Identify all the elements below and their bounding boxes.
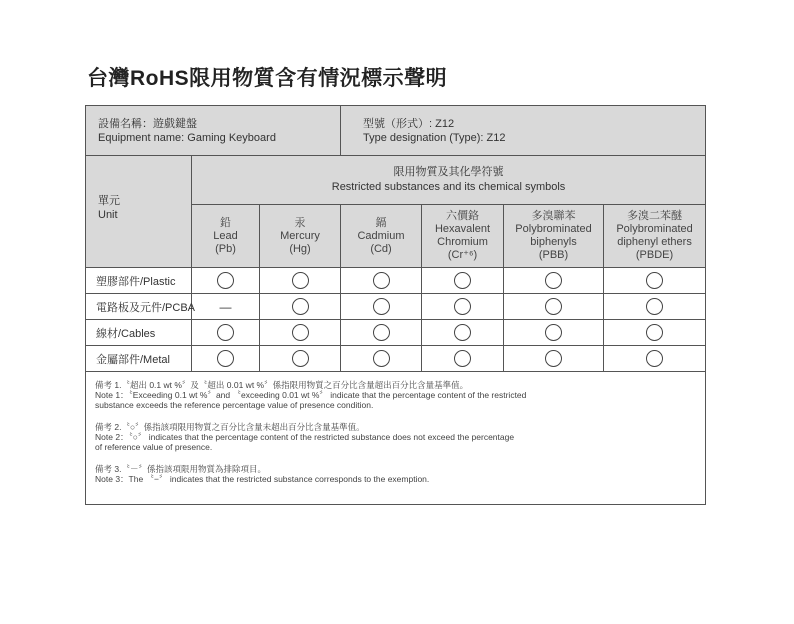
mark-cell <box>192 268 260 294</box>
table-row <box>86 268 706 294</box>
substance-zh: 六價鉻 <box>446 210 480 222</box>
circle-icon <box>373 298 390 315</box>
circle-icon <box>454 272 471 289</box>
substance-symbol: (PBDE) <box>635 249 674 261</box>
note-1-en: Note 1：〝Exceeding 0.1 wt %〞and 〝exceeding 0.01 wt %〞 indicate that the percentage content of the restricted <box>95 390 527 400</box>
substance-symbol: (Cr⁺⁶) <box>447 249 478 261</box>
mark-cell <box>422 346 504 372</box>
notes-section <box>86 372 706 505</box>
substance-en: Lead <box>213 229 238 242</box>
note-3-zh: 備考 3.〝－〞係指該項限用物質為排除項目。 <box>95 464 266 474</box>
table-row <box>86 294 706 320</box>
circle-icon <box>373 350 390 367</box>
mark-cell <box>504 268 604 294</box>
circle-icon <box>454 324 471 341</box>
circle-icon <box>217 350 234 367</box>
circle-icon <box>545 350 562 367</box>
circle-icon <box>373 272 390 289</box>
circle-icon <box>292 298 309 315</box>
substance-header-cadmium <box>341 205 422 268</box>
note-2-en: Note 2：〝○〞 indicates that the percentage content of the restricted substance does not exceed the percentage <box>95 432 515 442</box>
circle-icon <box>545 324 562 341</box>
substance-en: Polybrominated <box>515 223 592 235</box>
circle-icon <box>454 298 471 315</box>
substance-en-2: biphenyls <box>530 236 577 248</box>
note-2-en-cont: of reference value of presence. <box>95 442 213 452</box>
equipment-name-zh: 設備名稱：遊戲鍵盤 <box>98 117 197 130</box>
mark-cell <box>422 294 504 320</box>
circle-icon <box>373 324 390 341</box>
substance-zh: 鎘 <box>375 216 387 229</box>
substance-symbol: (PBB) <box>538 249 569 261</box>
mark-cell <box>341 294 422 320</box>
substance-en-2: diphenyl ethers <box>617 236 692 248</box>
circle-icon <box>545 298 562 315</box>
substance-zh: 鉛 <box>220 216 231 229</box>
mark-cell <box>504 294 604 320</box>
substance-zh: 多溴聯苯 <box>531 210 576 222</box>
table-row <box>86 320 706 346</box>
substance-en-2: Chromium <box>437 236 488 248</box>
circle-icon <box>292 350 309 367</box>
substance-en: Hexavalent <box>434 223 491 235</box>
circle-icon <box>545 272 562 289</box>
substance-en: Polybrominated <box>616 223 693 235</box>
type-designation-zh: 型號（形式）: Z12 <box>363 117 455 130</box>
unit-zh: 單元 <box>98 195 120 207</box>
unit-header <box>86 156 192 268</box>
circle-icon <box>217 272 234 289</box>
substance-header-mercury <box>260 205 341 268</box>
substance-header-hexavalent-chromium <box>422 205 504 268</box>
note-2-zh: 備考 2.〝○〞係指該項限用物質之百分比含量未超出百分比含量基準值。 <box>95 422 365 432</box>
substance-symbol: (Cd) <box>370 242 392 255</box>
circle-icon <box>292 272 309 289</box>
circle-icon <box>217 324 234 341</box>
equipment-name-cell <box>86 106 341 156</box>
mark-cell <box>604 320 706 346</box>
note-3 <box>95 464 697 484</box>
mark-cell <box>422 320 504 346</box>
substance-header-pbde <box>604 205 706 268</box>
dash-mark: — <box>219 299 232 314</box>
table-row <box>86 346 706 372</box>
mark-cell <box>260 268 341 294</box>
mark-cell <box>260 346 341 372</box>
circle-icon <box>454 350 471 367</box>
unit-en: Unit <box>98 209 118 221</box>
mark-cell <box>422 268 504 294</box>
substance-header-lead <box>192 205 260 268</box>
circle-icon <box>292 324 309 341</box>
mark-cell <box>604 294 706 320</box>
restricted-substances-header <box>192 156 706 205</box>
mark-cell <box>504 346 604 372</box>
circle-icon <box>646 350 663 367</box>
substance-symbol: (Pb) <box>215 242 236 255</box>
substance-zh: 汞 <box>294 216 306 229</box>
mark-cell <box>192 320 260 346</box>
type-designation-en: Type designation (Type): Z12 <box>363 131 506 144</box>
circle-icon <box>646 272 663 289</box>
part-name: 塑膠部件/Plastic <box>86 268 192 294</box>
page-title: 台灣RoHS限用物質含有情況標示聲明 <box>87 67 448 90</box>
mark-cell <box>341 320 422 346</box>
mark-cell <box>341 268 422 294</box>
substance-header-pbb <box>504 205 604 268</box>
mark-cell <box>604 346 706 372</box>
restricted-en: Restricted substances and its chemical symbols <box>331 181 566 193</box>
restricted-zh: 限用物質及其化學符號 <box>393 166 504 178</box>
note-2 <box>95 422 697 452</box>
substance-symbol: (Hg) <box>289 242 311 255</box>
part-name: 電路板及元件/PCBA <box>86 294 192 320</box>
mark-cell <box>341 346 422 372</box>
mark-cell <box>192 346 260 372</box>
type-designation-cell <box>341 106 706 156</box>
rohs-table <box>85 105 706 505</box>
mark-cell <box>260 320 341 346</box>
note-3-en: Note 3：The 〝−〞 indicates that the restricted substance corresponds to the exemption. <box>95 474 430 484</box>
mark-cell <box>604 268 706 294</box>
note-1-zh: 備考 1.〝超出 0.1 wt %〞及〝超出 0.01 wt %〞係指限用物質之百分比含量超出百分比含量基準值。 <box>95 380 469 390</box>
circle-icon <box>646 298 663 315</box>
note-1 <box>95 380 697 410</box>
equipment-name-en: Equipment name: Gaming Keyboard <box>98 131 276 144</box>
part-name: 線材/Cables <box>86 320 192 346</box>
substance-en: Mercury <box>280 229 320 242</box>
mark-cell <box>260 294 341 320</box>
mark-cell <box>504 320 604 346</box>
mark-cell <box>192 294 260 320</box>
substance-en: Cadmium <box>357 229 405 242</box>
note-1-en-cont: substance exceeds the reference percentage value of presence condition. <box>95 400 374 410</box>
part-name: 金屬部件/Metal <box>86 346 192 372</box>
circle-icon <box>646 324 663 341</box>
substance-zh: 多溴二苯醚 <box>627 210 683 222</box>
